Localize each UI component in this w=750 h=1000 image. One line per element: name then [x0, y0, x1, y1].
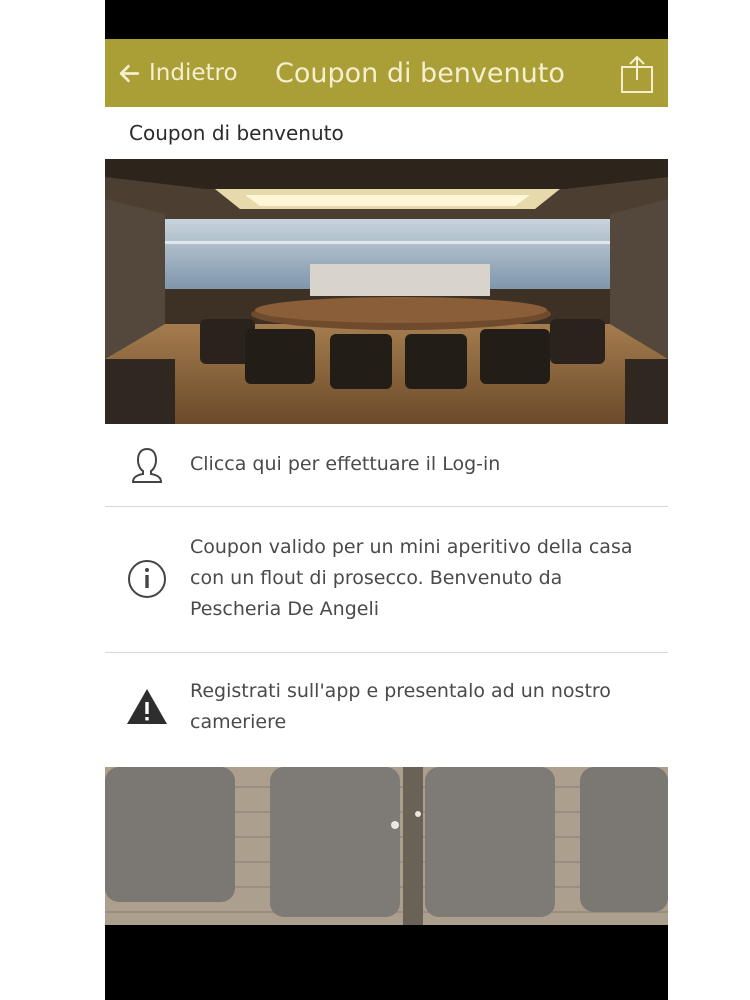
arrow-left-icon	[117, 61, 142, 86]
section-header	[105, 107, 668, 159]
share-icon[interactable]	[620, 54, 654, 94]
notice-text: Registrati sull'app e presentalo ad un nostro cameriere	[190, 680, 611, 733]
login-row[interactable]	[105, 424, 668, 506]
warning-icon	[126, 686, 168, 728]
status-bar	[105, 0, 668, 39]
hero-image	[105, 159, 668, 424]
navigation-bar	[105, 925, 668, 1000]
coupon-description: Coupon valido per un mini aperitivo della casa con un flout di prosecco. Benvenuto da Pescheria De Angeli	[190, 536, 633, 620]
yacht-dining-deck-photo	[105, 159, 668, 424]
app-bar	[105, 39, 668, 107]
deck-chairs-photo	[105, 767, 668, 925]
user-icon	[126, 444, 168, 486]
section-title: Coupon di benvenuto	[129, 121, 344, 145]
coupon-info-row	[105, 507, 668, 652]
footer-image	[105, 767, 668, 925]
back-button[interactable]	[117, 39, 238, 107]
login-text[interactable]: Clicca qui per effettuare il Log-in	[190, 453, 501, 475]
details-panel	[105, 424, 668, 767]
notice-row	[105, 653, 668, 767]
info-icon	[126, 558, 168, 600]
page-title: Coupon di benvenuto	[275, 57, 565, 89]
back-label: Indietro	[149, 60, 238, 86]
phone-screen	[105, 0, 668, 1000]
